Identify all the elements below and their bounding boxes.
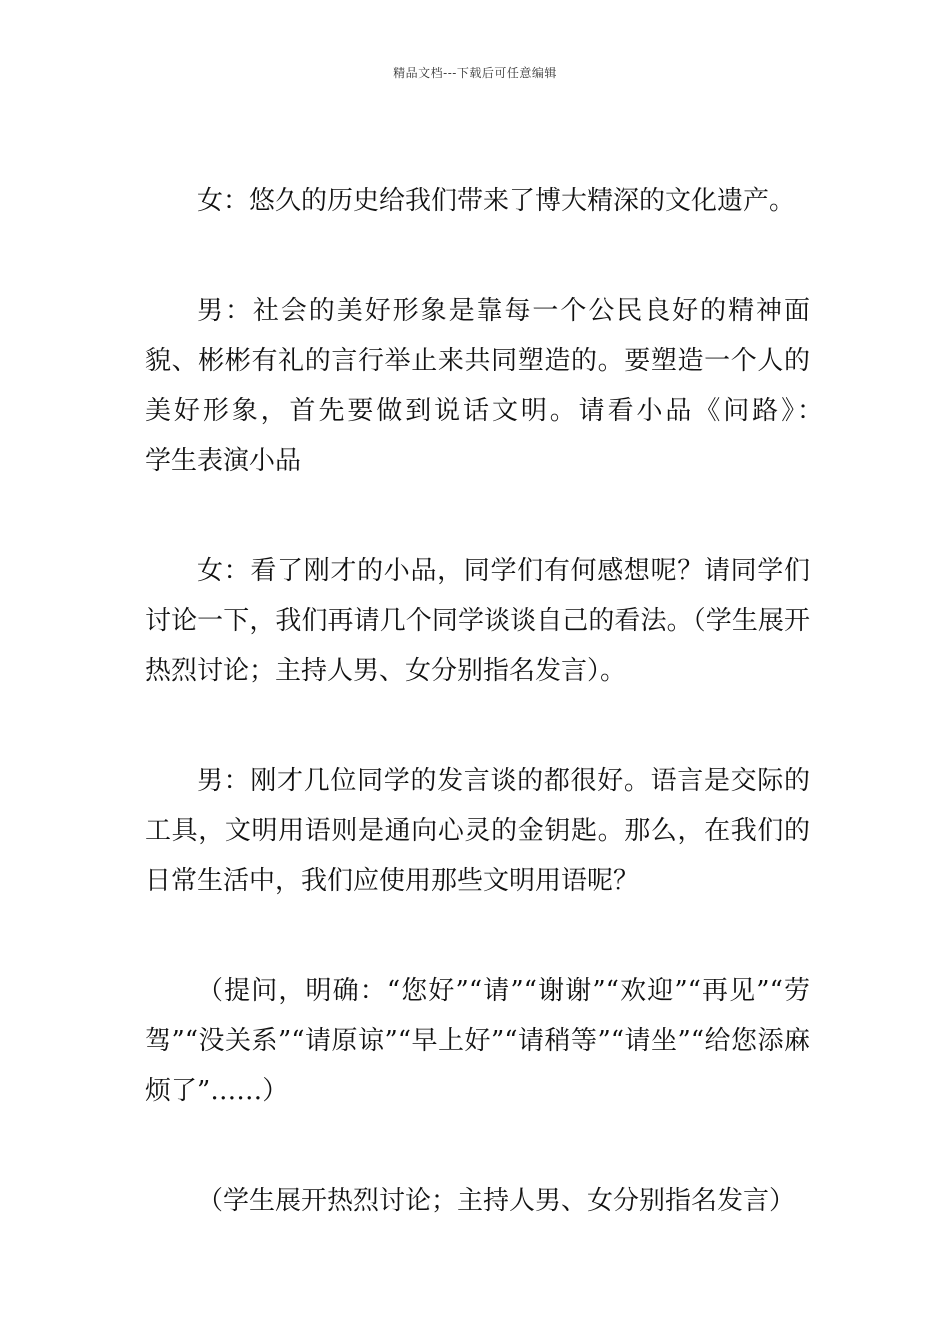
document-body bbox=[145, 176, 889, 1286]
page-header: 精品文档---下载后可任意编辑 bbox=[393, 66, 557, 80]
paragraph-male-host-skit-intro: 男：社会的美好形象是靠每一个公民良好的精神面貌、彬彬有礼的言行举止来共同塑造的。要塑造一个人的美好形象，首先要做到说话文明。请看小品《问路》： 学生表演小品 bbox=[145, 296, 889, 476]
paragraph-female-host-opening: 女：悠久的历史给我们带来了博大精深的文化遗产。 bbox=[197, 186, 796, 216]
paragraph-female-host-discussion: 女：看了刚才的小品，同学们有何感想呢？请同学们讨论一下，我们再请几个同学谈谈自己的看法。（学生展开热烈讨论；主持人男、女分别指名发言）。 bbox=[145, 556, 810, 686]
paragraph-polite-phrases: （提问，明确：“您好”“请”“谢谢”“欢迎”“再见”“劳驾”“没关系”“请原谅”“早上好”“请稍等”“请坐”“给您添麻烦了”……） bbox=[145, 976, 810, 1106]
paragraph-male-host-polite-language: 男：刚才几位同学的发言谈的都很好。语言是交际的工具，文明用语则是通向心灵的金钥匙。那么，在我们的日常生活中，我们应使用那些文明用语呢？ bbox=[145, 766, 810, 896]
paragraph-student-discussion: （学生展开热烈讨论；主持人男、女分别指名发言） bbox=[197, 1186, 796, 1216]
